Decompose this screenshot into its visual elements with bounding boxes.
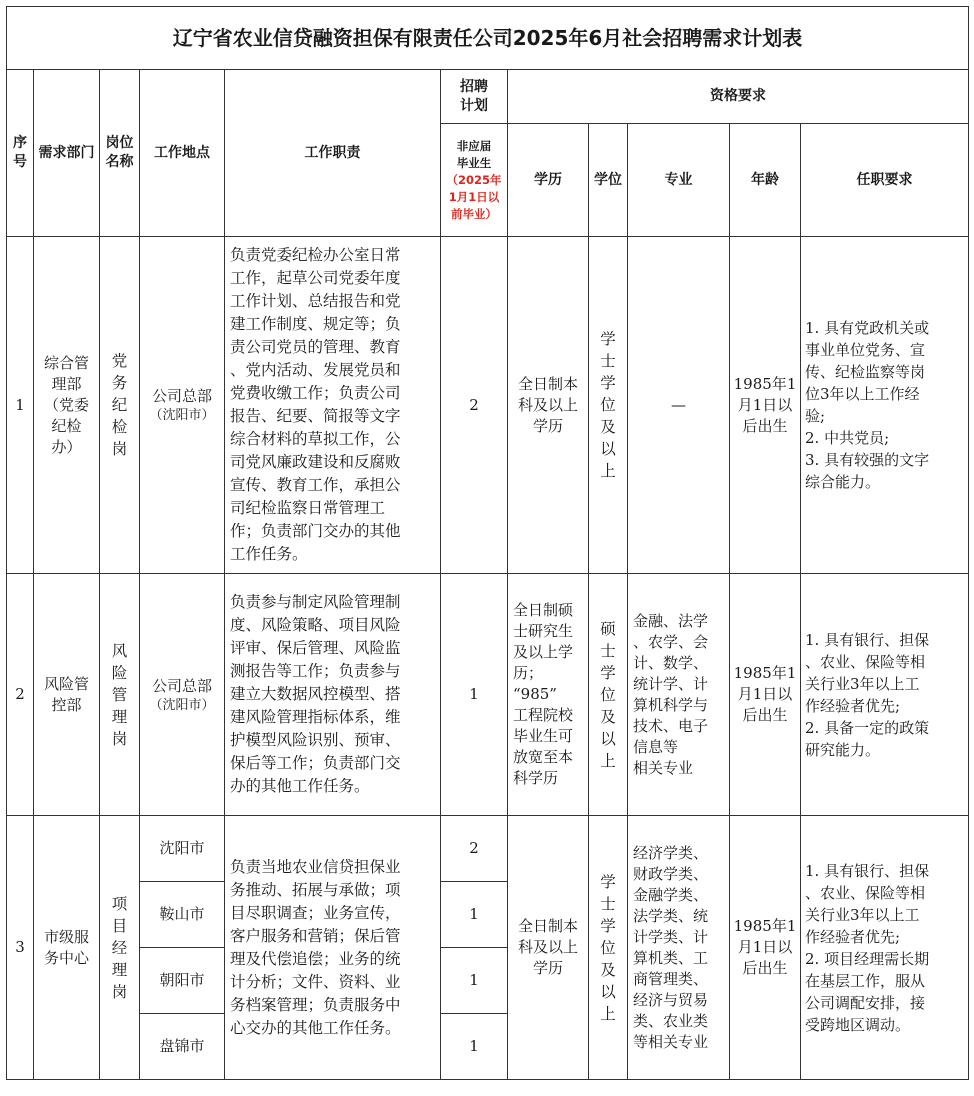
row-seq: 3	[7, 816, 34, 1080]
text-line: 上	[600, 462, 616, 480]
text-line: 前毕业）	[451, 206, 497, 221]
row-count: 1	[441, 574, 508, 816]
text-line: 1985年1	[733, 917, 797, 935]
text-line: 负责当地农业信贷担保业	[230, 857, 401, 876]
text-line: 1985年1	[733, 374, 797, 393]
table-row	[7, 237, 969, 574]
text-line: 学	[600, 330, 616, 348]
text-line: 1. 具有党政机关或	[805, 319, 930, 337]
row-location: 盘锦市	[140, 1014, 225, 1080]
row-location	[140, 574, 225, 816]
text-line: 金融、法学	[633, 611, 709, 630]
text-line: 岗	[111, 982, 128, 1001]
text-line: 责公司党员的管理、教育	[230, 338, 401, 356]
row-duty	[225, 574, 441, 816]
row-post	[100, 574, 140, 816]
text-line: 位3年以上工作经	[805, 385, 920, 403]
text-line: 放宽至本	[513, 748, 574, 766]
row-seq: 2	[7, 574, 34, 816]
text-line: 名称	[105, 154, 134, 170]
text-line: 纪检	[51, 416, 82, 435]
text-line: 宣传、教育工作，承担公	[230, 476, 401, 494]
text-line: 统计学、计	[633, 674, 709, 693]
text-line: 评审、保后管理、风险监	[230, 639, 401, 657]
text-line: 学历	[532, 959, 563, 977]
text-line: 岗位	[105, 135, 134, 151]
text-line: 科及以上	[517, 938, 578, 956]
text-line: 司纪检监察日常管理工	[230, 499, 386, 517]
text-line: 号	[13, 154, 27, 170]
text-line: 办）	[51, 437, 82, 456]
text-line: 月1日以	[737, 685, 793, 703]
text-line: 全日制本	[517, 374, 578, 393]
header-qualifications: 资格要求	[508, 70, 969, 124]
text-line: 务中心	[43, 948, 89, 967]
text-line: 相关专业	[633, 758, 694, 777]
row-dept	[34, 816, 100, 1080]
text-line: 工作计划、总结报告和党	[230, 292, 401, 310]
location-main: 公司总部	[151, 387, 212, 405]
text-line: 综合能力。	[805, 473, 881, 491]
text-line: 月1日以	[737, 395, 793, 414]
text-line: 保后等工作；负责部门交	[230, 754, 401, 772]
row-location: 朝阳市	[140, 948, 225, 1014]
text-line: 金融学类、	[633, 885, 709, 904]
text-line: 2. 项目经理需长期	[805, 949, 930, 968]
text-line: 技术、电子	[633, 716, 709, 735]
text-line: 作经验者优先;	[805, 927, 901, 946]
row-degree	[589, 816, 628, 1080]
text-line: 理部	[51, 374, 82, 393]
text-line: 计划	[460, 97, 488, 114]
text-line: 岗	[111, 729, 128, 748]
row-duty	[225, 816, 441, 1080]
header-location: 工作地点	[140, 70, 225, 237]
text-line: 办的其他工作任务。	[230, 777, 370, 795]
row-dept	[34, 574, 100, 816]
text-line: 客户服务和营销；保后管	[230, 926, 401, 945]
text-line: 心交办的其他工作任务。	[230, 1018, 401, 1037]
row-count: 2	[441, 816, 508, 882]
text-line: 位	[600, 685, 616, 704]
row-major: —	[628, 237, 730, 574]
row-count: 1	[441, 948, 508, 1014]
text-line: 序	[13, 135, 27, 151]
text-line: 工作任务。	[230, 545, 308, 563]
text-line: 险	[111, 663, 128, 682]
row-seq: 1	[7, 237, 34, 574]
text-line: 、农业、保险等相	[805, 883, 926, 902]
text-line: 测报告等工作；负责参与	[230, 662, 401, 680]
text-line: 研究能力。	[805, 740, 881, 759]
text-line: 务	[111, 374, 128, 392]
text-line: 全日制硕	[513, 601, 574, 619]
text-line: 法学类、统	[633, 906, 709, 925]
text-line: 理	[111, 707, 128, 726]
text-line: 学	[600, 916, 616, 935]
text-line: 毕业生可	[513, 727, 574, 745]
row-location: 鞍山市	[140, 882, 225, 948]
text-line: 学	[600, 663, 616, 682]
row-edu	[508, 574, 589, 816]
text-line: 建风险管理指标体系，维	[230, 708, 401, 726]
text-line: 负责党委纪检办公室日常	[230, 246, 401, 264]
text-line: 工程院校	[513, 706, 574, 724]
text-line: （2025年	[446, 172, 502, 187]
recruitment-table	[6, 6, 969, 1080]
text-line: 作经验者优先;	[805, 696, 901, 715]
text-line: 报告、纪要、简报等文字	[230, 407, 401, 425]
text-line: 检	[111, 418, 128, 436]
text-line: 验;	[805, 407, 826, 425]
text-line: 关行业3年以上工	[805, 674, 920, 693]
text-line: 事业单位党务、宣	[805, 341, 926, 359]
text-line: 度、风险策略、项目风险	[230, 616, 401, 634]
plan-sub-note	[443, 172, 505, 223]
text-line: 理	[111, 960, 128, 979]
row-post	[100, 816, 140, 1080]
text-line: 后出生	[742, 706, 788, 724]
text-line: 士研究生	[513, 622, 574, 640]
header-post	[100, 70, 140, 237]
header-duty: 工作职责	[225, 70, 441, 237]
text-line: 科学历	[513, 769, 559, 787]
text-line: 计学类、计	[633, 927, 709, 946]
row-post	[100, 237, 140, 574]
text-line: 岗	[111, 440, 128, 458]
text-line: 计分析；文件、资料、业	[230, 972, 401, 991]
text-line: 上	[600, 1004, 616, 1023]
text-line: 负责参与制定风险管理制	[230, 593, 401, 611]
text-line: 及以上学	[513, 643, 574, 661]
location-main: 公司总部	[151, 676, 212, 695]
header-plan-sub	[441, 124, 508, 237]
text-line: 市级服	[43, 927, 89, 946]
text-line: 上	[600, 751, 616, 770]
text-line: “985”	[513, 685, 557, 703]
row-edu	[508, 816, 589, 1080]
text-line: 士	[600, 641, 616, 660]
text-line: 护模型风险识别、预审、	[230, 731, 401, 749]
text-line: 及	[600, 707, 616, 726]
header-plan	[441, 70, 508, 124]
text-line: 作；负责部门交办的其他	[230, 522, 401, 540]
text-line: 招聘	[460, 78, 488, 95]
text-line: 经济与贸易	[633, 990, 709, 1009]
row-major	[628, 574, 730, 816]
text-line: 非应届	[456, 138, 492, 153]
text-line: 算机类、工	[633, 948, 709, 967]
text-line: 及	[600, 418, 616, 436]
text-line: （党委	[43, 395, 89, 414]
text-line: 位	[600, 396, 616, 414]
text-line: 3. 具有较强的文字	[805, 451, 930, 469]
row-age	[730, 574, 801, 816]
text-line: 传、纪检监察等岗	[805, 363, 926, 381]
text-line: 司党风廉政建设和反腐败	[230, 453, 401, 471]
row-age	[730, 816, 801, 1080]
text-line: 2. 中共党员;	[805, 429, 890, 447]
plan-sub-label	[443, 138, 505, 172]
text-line: 学	[600, 872, 616, 891]
text-line: 后出生	[742, 416, 788, 435]
text-line: 建立大数据风控模型、搭	[230, 685, 401, 703]
row-duty	[225, 237, 441, 574]
row-requirements	[801, 574, 969, 816]
row-location	[140, 237, 225, 574]
text-line: 目	[111, 916, 128, 935]
text-line: 务档案管理；负责服务中	[230, 995, 401, 1014]
text-line: 、党内活动、发展党员和	[230, 361, 401, 379]
text-line: 综合材料的草拟工作，公	[230, 430, 401, 448]
text-line: 历；	[513, 664, 544, 682]
text-line: 以	[600, 729, 616, 748]
text-line: 学历	[532, 416, 563, 435]
text-line: 公司调配安排，接	[805, 993, 926, 1012]
text-line: 党	[111, 352, 128, 370]
text-line: 务推动、拓展与承做；项	[230, 880, 401, 899]
text-line: 及	[600, 960, 616, 979]
row-degree	[589, 237, 628, 574]
row-age	[730, 237, 801, 574]
row-requirements	[801, 237, 969, 574]
text-line: 以	[600, 982, 616, 1001]
row-edu	[508, 237, 589, 574]
text-line: 、农学、会	[633, 632, 709, 651]
text-line: 毕业生	[456, 155, 492, 170]
page-title: 辽宁省农业信贷融资担保有限责任公司2025年6月社会招聘需求计划表	[7, 7, 969, 70]
text-line: 建工作制度、规定等；负	[230, 315, 401, 333]
text-line: 受跨地区调动。	[805, 1015, 911, 1034]
text-line: 全日制本	[517, 917, 578, 935]
text-line: 综合管	[43, 353, 89, 372]
text-line: 位	[600, 938, 616, 957]
text-line: 在基层工作，服从	[805, 971, 926, 990]
text-line: 士	[600, 352, 616, 370]
text-line: 学	[600, 374, 616, 392]
text-line: 工作，起草公司党委年度	[230, 269, 401, 287]
text-line: 后出生	[742, 959, 788, 977]
row-major	[628, 816, 730, 1080]
header-degree: 学位	[589, 124, 628, 237]
text-line: 经	[111, 938, 128, 957]
row-degree	[589, 574, 628, 816]
header-req: 任职要求	[801, 124, 969, 237]
text-line: 1月1日以	[448, 189, 500, 204]
text-line: 、农业、保险等相	[805, 652, 926, 671]
table-row	[7, 574, 969, 816]
text-line: 士	[600, 894, 616, 913]
header-age: 年龄	[730, 124, 801, 237]
header-major: 专业	[628, 124, 730, 237]
header-edu: 学历	[508, 124, 589, 237]
text-line: 商管理类、	[633, 969, 709, 988]
text-line: 类、农业类	[633, 1011, 709, 1030]
text-line: 党费收缴工作；负责公司	[230, 384, 401, 402]
text-line: 经济学类、	[633, 843, 709, 862]
text-line: 2. 具备一定的政策	[805, 718, 930, 737]
text-line: 信息等	[633, 737, 679, 756]
text-line: 项	[111, 894, 128, 913]
text-line: 硕	[600, 619, 616, 638]
text-line: 月1日以	[737, 938, 793, 956]
row-count: 1	[441, 1014, 508, 1080]
row-count: 1	[441, 882, 508, 948]
header-seq	[7, 70, 34, 237]
text-line: 等相关专业	[633, 1032, 709, 1051]
text-line: 风	[111, 641, 128, 660]
text-line: 风险管	[43, 674, 89, 693]
location-sub: （沈阳市）	[149, 697, 215, 713]
text-line: 1985年1	[733, 664, 797, 682]
text-line: 控部	[51, 695, 82, 714]
text-line: 算机科学与	[633, 695, 709, 714]
location-sub: （沈阳市）	[149, 408, 215, 423]
row-count: 2	[441, 237, 508, 574]
text-line: 以	[600, 440, 616, 458]
text-line: 财政学类、	[633, 864, 709, 883]
row-location: 沈阳市	[140, 816, 225, 882]
text-line: 关行业3年以上工	[805, 905, 920, 924]
row-dept	[34, 237, 100, 574]
header-dept: 需求部门	[34, 70, 100, 237]
table-row	[7, 816, 969, 882]
text-line: 管	[111, 685, 128, 704]
text-line: 1. 具有银行、担保	[805, 630, 930, 649]
text-line: 目尽职调查；业务宣传，	[230, 903, 401, 922]
text-line: 纪	[111, 396, 128, 414]
row-requirements	[801, 816, 969, 1080]
text-line: 理及代偿追偿；业务的统	[230, 949, 401, 968]
text-line: 1. 具有银行、担保	[805, 861, 930, 880]
text-line: 计、数学、	[633, 653, 709, 672]
text-line: 科及以上	[517, 395, 578, 414]
